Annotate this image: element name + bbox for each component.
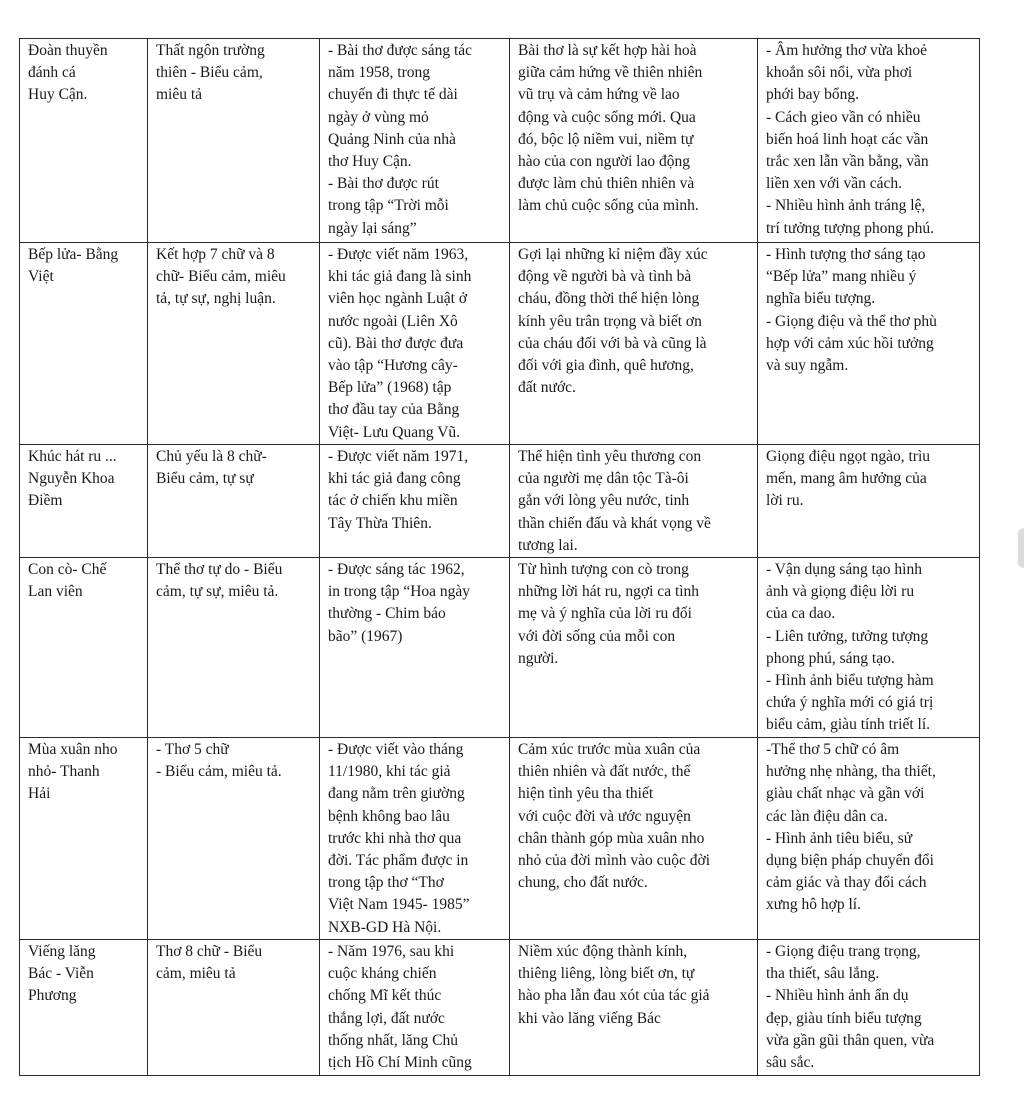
cell-text-line: Khúc hát ru ... bbox=[28, 448, 117, 465]
cell-text-line: thiên nhiên và đất nước, thể bbox=[518, 763, 691, 781]
cell-text-line: - Cách gieo vần có nhiều bbox=[766, 108, 921, 126]
cell-text-line: chứa ý nghĩa mới có giá trị bbox=[766, 694, 934, 712]
cell-text-line: hào pha lẫn đau xót của tác giả bbox=[518, 987, 710, 1005]
cell-text-line: Viếng lăng bbox=[28, 943, 96, 961]
cell-text-line: biểu cảm, giàu tính triết lí. bbox=[766, 716, 930, 734]
cell-text-line: biến hoá linh hoạt các vần bbox=[766, 130, 929, 148]
cell-text-line: - Năm 1976, sau khi bbox=[328, 943, 455, 961]
cell-text-line: - Hình ảnh biểu tượng hàm bbox=[766, 672, 934, 690]
cell-art bbox=[758, 738, 980, 940]
table-row bbox=[20, 243, 980, 445]
cell-text-line: - Được viết năm 1971, bbox=[328, 448, 469, 465]
cell-text-line: Nguyễn Khoa bbox=[28, 470, 115, 488]
cell-text-line: nhỏ- Thanh bbox=[28, 763, 100, 781]
cell-text-line: được làm chủ thiên nhiên và bbox=[518, 175, 695, 193]
cell-text-line: nước ngoài (Liên Xô bbox=[328, 312, 458, 330]
cell-text-line: - Được viết vào tháng bbox=[328, 741, 464, 759]
cell-text-line: thống nhất, lăng Chủ bbox=[328, 1031, 459, 1049]
cell-text-line: trí tưởng tượng phong phú. bbox=[766, 219, 934, 237]
cell-text-line: Bếp lửa- Bằng bbox=[28, 246, 119, 263]
cell-form-genre bbox=[148, 940, 320, 1076]
cell-text-line: - Bài thơ được sáng tác bbox=[328, 42, 473, 59]
cell-text-line: cũ). Bài thơ được đưa bbox=[328, 334, 464, 352]
cell-text-line: phới bay bổng. bbox=[766, 86, 860, 104]
cell-text-line: cháu, đồng thời thể hiện lòng bbox=[518, 290, 700, 308]
cell-text-line: bão” (1967) bbox=[328, 627, 403, 645]
cell-text-line: với đời sống của mỗi con bbox=[518, 627, 676, 645]
cell-text-line: trắc xen lẫn vần bằng, vần bbox=[766, 153, 929, 171]
cell-text-line: Hải bbox=[28, 785, 51, 803]
cell-text-line: liền xen với vần cách. bbox=[766, 175, 903, 193]
cell-text-line: giữa cảm hứng về thiên nhiên bbox=[518, 64, 703, 82]
cell-text-line: chuyến đi thực tế dài bbox=[328, 86, 458, 104]
cell-text-line: - Biểu cảm, miêu tả. bbox=[156, 763, 282, 781]
cell-text-line: 11/1980, khi tác giả bbox=[328, 763, 451, 781]
cell-art bbox=[758, 445, 980, 558]
cell-text-line: chống Mĩ kết thúc bbox=[328, 987, 442, 1005]
cell-text-line: Đoàn thuyền bbox=[28, 42, 108, 59]
cell-text-line: ngày lại sáng” bbox=[328, 219, 417, 237]
cell-text-line: - Nhiều hình ảnh ẩn dụ bbox=[766, 987, 909, 1005]
cell-text-line: thiêng liêng, lòng biết ơn, tự bbox=[518, 965, 695, 983]
cell-text-line: tương lai. bbox=[518, 536, 578, 554]
cell-text-line: viên học ngành Luật ở bbox=[328, 290, 468, 308]
cell-text-line: Quảng Ninh của nhà bbox=[328, 130, 456, 148]
cell-text-line: nghĩa biểu tượng. bbox=[766, 290, 876, 308]
cell-text-line: mến, mang âm hưởng của bbox=[766, 470, 927, 488]
cell-text-line: Niềm xúc động thành kính, bbox=[518, 943, 688, 961]
cell-text-line: khi tác giả đang công bbox=[328, 470, 461, 488]
cell-text-line: lời ru. bbox=[766, 492, 804, 510]
cell-text-line: Mùa xuân nho bbox=[28, 741, 118, 759]
cell-text-line: - Âm hưởng thơ vừa khoẻ bbox=[766, 42, 928, 59]
cell-text-line: - Nhiều hình ảnh tráng lệ, bbox=[766, 197, 926, 215]
cell-text-line: Lan viên bbox=[28, 583, 83, 601]
cell-text-line: Tây Thừa Thiên. bbox=[328, 514, 432, 532]
table-row bbox=[20, 940, 980, 1076]
cell-text-line: của cháu đối với bà và cũng là bbox=[518, 334, 707, 352]
cell-text-line: Từ hình tượng con cò trong bbox=[518, 561, 689, 579]
cell-text-line: đối với gia đình, quê hương, bbox=[518, 357, 694, 375]
cell-text-line: Việt bbox=[28, 268, 54, 286]
cell-text-line: trong tập thơ “Thơ bbox=[328, 874, 444, 892]
cell-text-line: bệnh không bao lâu bbox=[328, 807, 450, 825]
cell-text-line: làm chủ cuộc sống của mình. bbox=[518, 197, 699, 215]
cell-text-line: Thơ 8 chữ - Biểu bbox=[156, 943, 263, 961]
cell-text-line: kính yêu trân trọng và biết ơn bbox=[518, 312, 702, 330]
cell-art bbox=[758, 940, 980, 1076]
cell-text-line: với cuộc đời và ước nguyện bbox=[518, 807, 691, 825]
cell-work-title bbox=[20, 558, 148, 738]
cell-work-title bbox=[20, 243, 148, 445]
cell-text-line: hào của con người lao động bbox=[518, 153, 690, 171]
cell-text-line: động và cuộc sống mới. Qua bbox=[518, 108, 696, 126]
cell-text-line: thiên - Biểu cảm, bbox=[156, 64, 263, 82]
scroll-edge-marker bbox=[1018, 528, 1024, 568]
cell-context bbox=[320, 940, 510, 1076]
cell-context bbox=[320, 738, 510, 940]
cell-text-line: dụng biện pháp chuyển đổi bbox=[766, 852, 934, 870]
cell-text-line: thường - Chim báo bbox=[328, 605, 446, 623]
cell-form-genre bbox=[148, 243, 320, 445]
table-row bbox=[20, 738, 980, 940]
cell-text-line: -Thể thơ 5 chữ có âm bbox=[766, 741, 900, 759]
cell-text-line: - Giọng điệu và thể thơ phù bbox=[766, 312, 937, 330]
cell-text-line: vũ trụ và cảm hứng về lao bbox=[518, 86, 680, 104]
cell-text-line: - Được viết năm 1963, bbox=[328, 246, 469, 263]
cell-text-line: đời. Tác phẩm được in bbox=[328, 852, 469, 870]
cell-content bbox=[510, 243, 758, 445]
cell-text-line: Thất ngôn trường bbox=[156, 42, 265, 59]
cell-text-line: chân thành góp mùa xuân nho bbox=[518, 829, 705, 847]
cell-context bbox=[320, 558, 510, 738]
cell-text-line: trước khi nhà thơ qua bbox=[328, 829, 462, 847]
cell-text-line: NXB-GD Hà Nội. bbox=[328, 918, 442, 936]
cell-text-line: đánh cá bbox=[28, 64, 76, 82]
cell-text-line: khoắn sôi nổi, vừa phơi bbox=[766, 64, 913, 82]
cell-text-line: - Thơ 5 chữ bbox=[156, 741, 229, 759]
cell-text-line: giàu chất nhạc và gần với bbox=[766, 785, 925, 803]
cell-text-line: sâu sắc. bbox=[766, 1054, 815, 1072]
cell-text-line: hợp với cảm xúc hồi tưởng bbox=[766, 334, 934, 352]
cell-form-genre bbox=[148, 738, 320, 940]
cell-text-line: nhỏ của đời mình vào cuộc đời bbox=[518, 852, 711, 870]
cell-text-line: đang nằm trên giường bbox=[328, 785, 465, 803]
cell-art bbox=[758, 39, 980, 243]
table-body bbox=[20, 39, 980, 1076]
cell-text-line: thơ Huy Cận. bbox=[328, 153, 412, 171]
table-row bbox=[20, 558, 980, 738]
cell-text-line: Gợi lại những kỉ niệm đầy xúc bbox=[518, 246, 708, 263]
cell-text-line: động về người bà và tình bà bbox=[518, 268, 692, 286]
cell-text-line: ảnh và giọng điệu lời ru bbox=[766, 583, 915, 601]
cell-text-line: vào tập “Hương cây- bbox=[328, 357, 458, 375]
cell-text-line: Giọng điệu ngọt ngào, trìu bbox=[766, 448, 931, 465]
cell-text-line: khi vào lăng viếng Bác bbox=[518, 1009, 661, 1027]
cell-text-line: trong tập “Trời mỗi bbox=[328, 197, 449, 215]
cell-text-line: - Vận dụng sáng tạo hình bbox=[766, 561, 922, 579]
cell-text-line: hiện tình yêu tha thiết bbox=[518, 785, 654, 803]
cell-text-line: thơ đầu tay của Bằng bbox=[328, 401, 460, 419]
cell-text-line: Huy Cận. bbox=[28, 86, 88, 104]
cell-text-line: Con cò- Chế bbox=[28, 561, 107, 579]
cell-text-line: xưng hô hợp lí. bbox=[766, 896, 861, 914]
cell-text-line: những lời hát ru, ngợi ca tình bbox=[518, 583, 700, 601]
cell-text-line: khi tác giả đang là sinh bbox=[328, 268, 472, 286]
cell-text-line: - Giọng điệu trang trọng, bbox=[766, 943, 921, 961]
cell-text-line: Bài thơ là sự kết hợp hài hoà bbox=[518, 42, 697, 59]
cell-text-line: “Bếp lửa” mang nhiều ý bbox=[766, 268, 917, 286]
cell-text-line: - Bài thơ được rút bbox=[328, 175, 439, 193]
cell-text-line: miêu tả bbox=[156, 86, 203, 104]
cell-text-line: cuộc kháng chiến bbox=[328, 965, 437, 983]
cell-text-line: cảm, miêu tả bbox=[156, 965, 236, 983]
cell-text-line: Điềm bbox=[28, 492, 63, 510]
cell-text-line: chung, cho đất nước. bbox=[518, 874, 648, 892]
cell-text-line: đẹp, giàu tính biểu tượng bbox=[766, 1009, 922, 1027]
cell-text-line: - Hình tượng thơ sáng tạo bbox=[766, 246, 926, 263]
cell-text-line: cảm, tự sự, miêu tả. bbox=[156, 583, 279, 601]
cell-text-line: - Được sáng tác 1962, bbox=[328, 561, 465, 579]
cell-work-title bbox=[20, 39, 148, 243]
cell-work-title bbox=[20, 445, 148, 558]
cell-text-line: Thể thơ tự do - Biểu bbox=[156, 561, 283, 579]
cell-text-line: đất nước. bbox=[518, 379, 576, 397]
cell-text-line: in trong tập “Hoa ngày bbox=[328, 583, 471, 601]
cell-text-line: - Hình ảnh tiêu biểu, sử bbox=[766, 829, 913, 847]
poetry-summary-table bbox=[19, 38, 980, 1076]
cell-content bbox=[510, 445, 758, 558]
cell-text-line: đó, bộc lộ niềm vui, niềm tự bbox=[518, 130, 694, 148]
cell-text-line: - Liên tưởng, tưởng tượng bbox=[766, 627, 929, 645]
cell-text-line: ngày ở vùng mỏ bbox=[328, 108, 429, 126]
cell-content bbox=[510, 940, 758, 1076]
cell-text-line: người. bbox=[518, 649, 559, 667]
cell-context bbox=[320, 39, 510, 243]
cell-content bbox=[510, 738, 758, 940]
cell-text-line: chữ- Biểu cảm, miêu bbox=[156, 268, 286, 286]
cell-text-line: Việt Nam 1945- 1985” bbox=[328, 896, 470, 914]
cell-text-line: Biểu cảm, tự sự bbox=[156, 470, 254, 488]
cell-form-genre bbox=[148, 39, 320, 243]
cell-text-line: cảm giác và thay đổi cách bbox=[766, 874, 927, 892]
cell-text-line: Phương bbox=[28, 987, 77, 1005]
cell-text-line: Bếp lửa” (1968) tập bbox=[328, 379, 452, 397]
cell-text-line: hưởng nhẹ nhàng, tha thiết, bbox=[766, 763, 936, 781]
cell-text-line: của ca dao. bbox=[766, 605, 836, 623]
cell-content bbox=[510, 39, 758, 243]
cell-work-title bbox=[20, 940, 148, 1076]
cell-text-line: thắng lợi, đất nước bbox=[328, 1009, 445, 1027]
cell-form-genre bbox=[148, 558, 320, 738]
cell-text-line: Cảm xúc trước mùa xuân của bbox=[518, 741, 701, 759]
cell-text-line: vừa gần gũi thân quen, vừa bbox=[766, 1031, 935, 1049]
cell-text-line: phong phú, sáng tạo. bbox=[766, 649, 895, 667]
cell-text-line: năm 1958, trong bbox=[328, 64, 431, 82]
cell-text-line: Thể hiện tình yêu thương con bbox=[518, 448, 702, 465]
cell-text-line: gắn với lòng yêu nước, tinh bbox=[518, 492, 690, 510]
cell-form-genre bbox=[148, 445, 320, 558]
cell-text-line: thần chiến đấu và khát vọng về bbox=[518, 514, 711, 532]
cell-text-line: tha thiết, sâu lắng. bbox=[766, 965, 880, 983]
cell-text-line: tả, tự sự, nghị luận. bbox=[156, 290, 276, 308]
cell-text-line: mẹ và ý nghĩa của lời ru đối bbox=[518, 605, 692, 623]
cell-text-line: và suy ngẫm. bbox=[766, 357, 849, 375]
table-row bbox=[20, 445, 980, 558]
cell-text-line: các làn điệu dân ca. bbox=[766, 807, 888, 825]
cell-text-line: tịch Hồ Chí Minh cũng bbox=[328, 1054, 472, 1072]
cell-context bbox=[320, 243, 510, 445]
cell-work-title bbox=[20, 738, 148, 940]
cell-text-line: Chủ yếu là 8 chữ- bbox=[156, 448, 267, 465]
cell-context bbox=[320, 445, 510, 558]
cell-art bbox=[758, 558, 980, 738]
cell-content bbox=[510, 558, 758, 738]
cell-text-line: Bác - Viễn bbox=[28, 965, 94, 983]
cell-text-line: của người mẹ dân tộc Tà-ôi bbox=[518, 470, 689, 488]
cell-text-line: tác ở chiến khu miền bbox=[328, 492, 458, 510]
cell-text-line: Việt- Lưu Quang Vũ. bbox=[328, 423, 461, 441]
cell-text-line: Kết hợp 7 chữ và 8 bbox=[156, 246, 275, 263]
table-row bbox=[20, 39, 980, 243]
cell-art bbox=[758, 243, 980, 445]
